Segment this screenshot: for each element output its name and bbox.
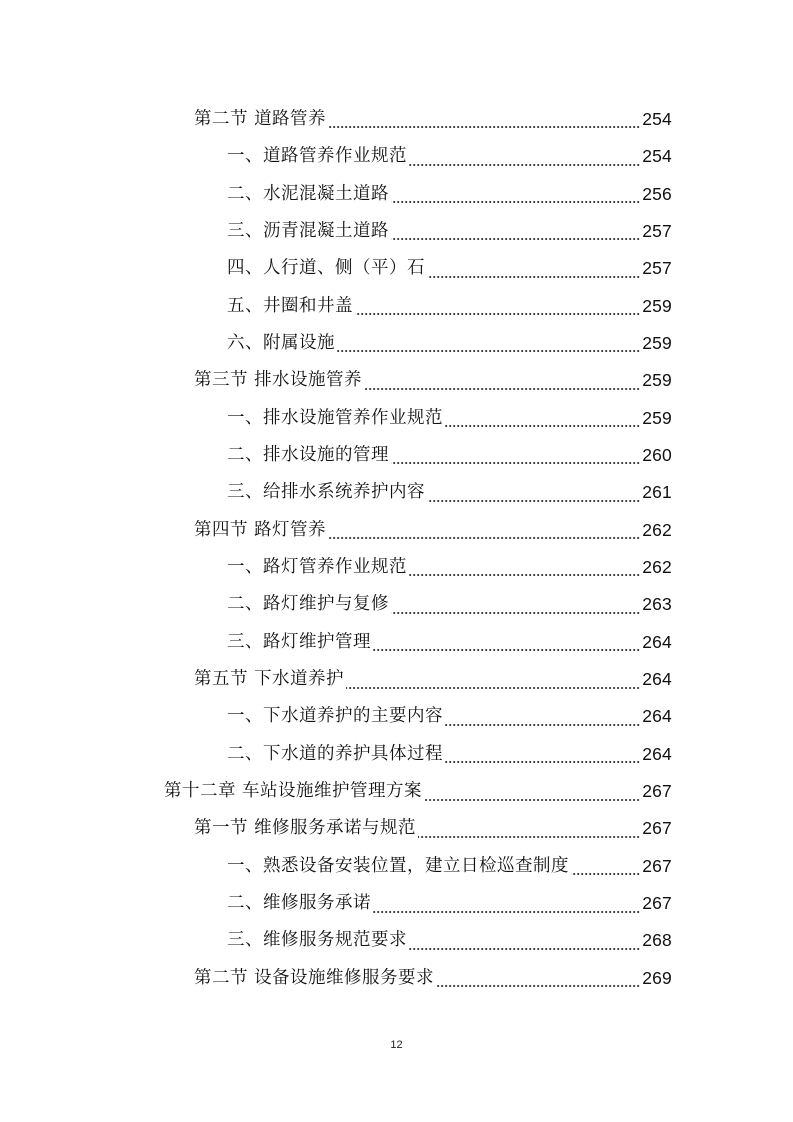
- toc-dot-leader: [355, 313, 640, 315]
- toc-entry[interactable]: [0, 213, 793, 250]
- toc-entry-page: 264: [642, 706, 672, 727]
- toc-entry-page: 269: [642, 967, 672, 988]
- toc-entry[interactable]: [0, 811, 793, 848]
- toc-dot-leader: [391, 201, 640, 203]
- toc-entry-page: 259: [642, 370, 672, 391]
- toc-entry[interactable]: [0, 512, 793, 549]
- toc-dot-leader: [409, 164, 640, 166]
- toc-entry[interactable]: [0, 101, 793, 138]
- toc-entry-page: 267: [642, 893, 672, 914]
- toc-entry-title: 四、人行道、侧（平）石: [227, 258, 425, 279]
- toc-entry-title: 第二节 道路管养: [194, 108, 327, 129]
- toc-dot-leader: [391, 238, 640, 240]
- toc-dot-leader: [427, 500, 640, 502]
- toc-dot-leader: [445, 425, 640, 427]
- toc-entry-title: 六、附属设施: [227, 332, 335, 353]
- toc-entry[interactable]: [0, 624, 793, 661]
- toc-dot-leader: [409, 948, 640, 950]
- toc-dot-leader: [373, 649, 640, 651]
- toc-entry-title: 一、路灯管养作业规范: [227, 557, 407, 578]
- toc-entry-page: 263: [642, 594, 672, 615]
- toc-entry-title: 三、沥青混凝土道路: [227, 220, 389, 241]
- toc-entry-page: 257: [642, 220, 672, 241]
- toc-entry-page: 267: [642, 855, 672, 876]
- toc-entry-page: 267: [642, 781, 672, 802]
- toc-entry[interactable]: [0, 138, 793, 175]
- toc-entry-title: 第三节 排水设施管养: [194, 370, 363, 391]
- toc-entry-title: 二、排水设施的管理: [227, 445, 389, 466]
- toc-entry-page: 254: [642, 108, 672, 129]
- toc-entry-page: 259: [642, 332, 672, 353]
- toc-entry-page: 268: [642, 930, 672, 951]
- toc-entry-page: 262: [642, 519, 672, 540]
- toc-dot-leader: [409, 574, 640, 576]
- toc-entry-title: 三、维修服务规范要求: [227, 930, 407, 951]
- toc-entry-title: 一、排水设施管养作业规范: [227, 407, 443, 428]
- toc-dot-leader: [328, 537, 640, 539]
- toc-entry[interactable]: [0, 176, 793, 213]
- toc-dot-leader: [436, 985, 640, 987]
- toc-dot-leader: [337, 350, 640, 352]
- toc-entry-title: 第四节 路灯管养: [194, 519, 327, 540]
- toc-entry[interactable]: [0, 699, 793, 736]
- toc-entry[interactable]: [0, 960, 793, 997]
- toc-entry-title: 五、井圈和井盖: [227, 295, 353, 316]
- toc-entry[interactable]: [0, 773, 793, 810]
- toc-dot-leader: [346, 687, 640, 689]
- toc-dot-leader: [373, 911, 640, 913]
- toc-dot-leader: [364, 388, 640, 390]
- toc-entry-title: 二、路灯维护与复修: [227, 594, 389, 615]
- toc-entry[interactable]: [0, 437, 793, 474]
- toc-entry-title: 二、水泥混凝土道路: [227, 183, 389, 204]
- toc-entry-page: 264: [642, 669, 672, 690]
- toc-entry-title: 第五节 下水道养护: [194, 669, 345, 690]
- toc-entry-title: 第十二章 车站设施维护管理方案: [164, 781, 423, 802]
- toc-entry-title: 一、道路管养作业规范: [227, 146, 407, 167]
- toc-entry-title: 第一节 维修服务承诺与规范: [194, 818, 417, 839]
- toc-entry-page: 264: [642, 631, 672, 652]
- toc-entry-page: 262: [642, 557, 672, 578]
- toc-entry[interactable]: [0, 288, 793, 325]
- toc-entry-title: 二、维修服务承诺: [227, 893, 371, 914]
- page-number: 12: [390, 1039, 403, 1051]
- toc-dot-leader: [445, 761, 640, 763]
- toc-entry-page: 259: [642, 295, 672, 316]
- toc-entry[interactable]: [0, 848, 793, 885]
- toc-entry-title: 一、熟悉设备安装位置，建立日检巡查制度: [227, 855, 569, 876]
- toc-entry-page: 267: [642, 818, 672, 839]
- toc-entry[interactable]: [0, 250, 793, 287]
- toc-entry-page: 256: [642, 183, 672, 204]
- toc-entry[interactable]: [0, 362, 793, 399]
- toc-entry-page: 254: [642, 146, 672, 167]
- toc-dot-leader: [445, 724, 640, 726]
- table-of-contents: [0, 101, 793, 997]
- toc-dot-leader: [427, 276, 640, 278]
- toc-entry-title: 三、路灯维护管理: [227, 631, 371, 652]
- toc-entry[interactable]: [0, 549, 793, 586]
- toc-dot-leader: [391, 612, 640, 614]
- toc-entry-title: 一、下水道养护的主要内容: [227, 706, 443, 727]
- toc-entry-page: 260: [642, 445, 672, 466]
- toc-entry-title: 第二节 设备设施维修服务要求: [194, 967, 435, 988]
- toc-entry[interactable]: [0, 474, 793, 511]
- toc-entry-page: 264: [642, 743, 672, 764]
- toc-dot-leader: [418, 836, 640, 838]
- toc-entry[interactable]: [0, 736, 793, 773]
- toc-entry[interactable]: [0, 586, 793, 623]
- toc-entry-page: 261: [642, 482, 672, 503]
- toc-entry-page: 259: [642, 407, 672, 428]
- toc-entry-title: 二、下水道的养护具体过程: [227, 743, 443, 764]
- toc-entry[interactable]: [0, 400, 793, 437]
- toc-dot-leader: [391, 462, 640, 464]
- toc-entry[interactable]: [0, 661, 793, 698]
- toc-entry[interactable]: [0, 885, 793, 922]
- toc-entry-title: 三、给排水系统养护内容: [227, 482, 425, 503]
- toc-dot-leader: [424, 799, 640, 801]
- toc-dot-leader: [328, 126, 640, 128]
- toc-entry[interactable]: [0, 325, 793, 362]
- toc-entry-page: 257: [642, 258, 672, 279]
- toc-dot-leader: [571, 873, 640, 875]
- toc-entry[interactable]: [0, 923, 793, 960]
